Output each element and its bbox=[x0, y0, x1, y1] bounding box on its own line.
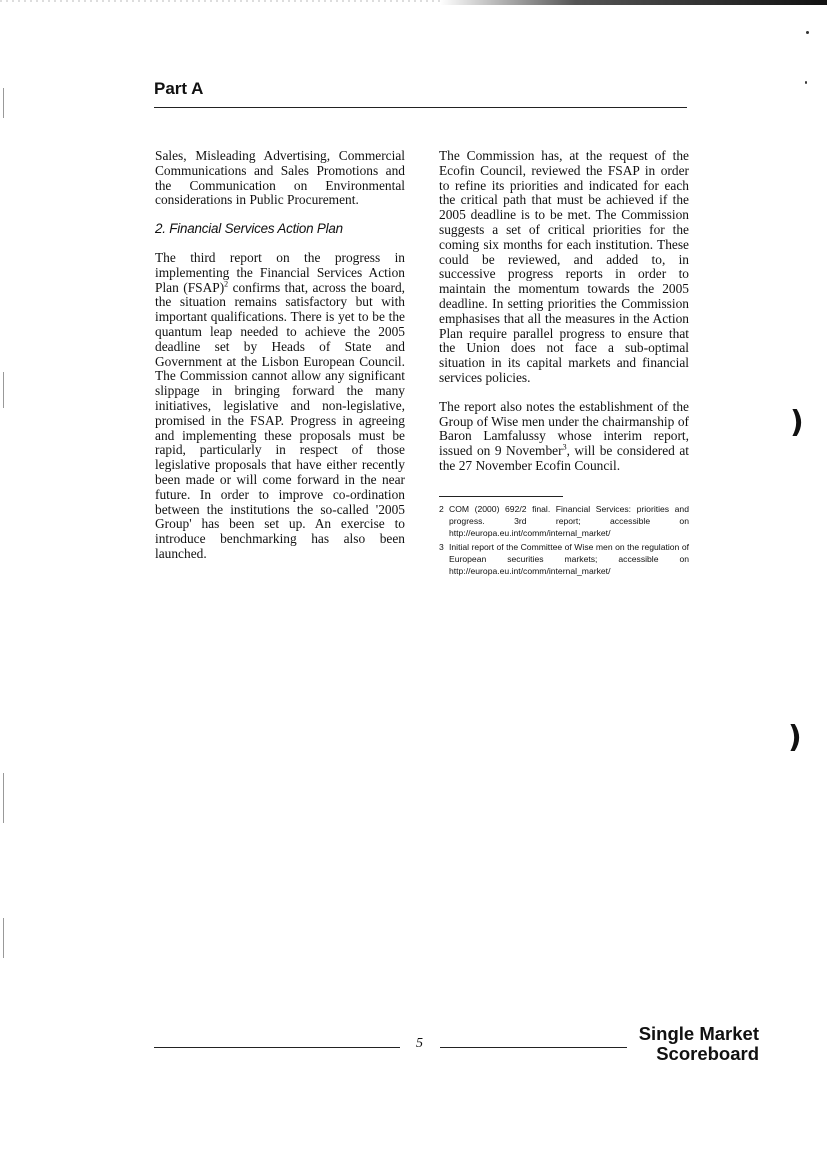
footnote-item bbox=[439, 541, 689, 577]
left-paragraph-2-text-b: confirms that, across the board, the situation remains satisfactory but with important qualifications. There is yet to be the quantum leap needed to achieve the 2005 deadline set by Heads of State and Government at the Lisbon European Council. The Commission cannot allow any significant slippage in bringing forward the many initiatives, legislative and non-legislative, promised in the FSAP. Progress in agreeing and implementing these proposals must be rapid, particularly in respect of those legislative proposals that have either recently been made or will come forward in the near future. In order to improve co-ordination between the institutions the so-called '2005 Group' has been set up. An exercise to introduce benchmarking has also been launched. bbox=[155, 279, 405, 561]
footnote-ref-3: 3 bbox=[562, 442, 567, 452]
binding-hole-mark: ) bbox=[788, 720, 802, 755]
right-paragraph-2 bbox=[439, 400, 689, 474]
footnote-mark: 3 bbox=[439, 541, 444, 552]
scan-edge-mark bbox=[3, 88, 4, 118]
brand-line-2: Scoreboard bbox=[656, 1043, 759, 1064]
header-rule bbox=[154, 107, 687, 108]
publication-brand bbox=[639, 1024, 759, 1064]
brand-line-1: Single Market bbox=[638, 1023, 759, 1044]
scan-dot bbox=[805, 81, 807, 84]
part-title: Part A bbox=[154, 79, 204, 98]
left-paragraph-1: Sales, Misleading Advertising, Commercial Communications and Sales Promotions and the Communication on Environmental considerations in Public Procurement. bbox=[155, 148, 405, 208]
scan-dot bbox=[806, 31, 809, 34]
page-number: 5 bbox=[416, 1036, 423, 1051]
right-column bbox=[439, 149, 689, 579]
footer-rule-left bbox=[154, 1047, 400, 1048]
binding-hole-mark: ) bbox=[790, 405, 804, 440]
right-paragraph-2-text-b: , will be considered at the 27 November Ecofin Council. bbox=[439, 443, 690, 473]
scan-edge-mark bbox=[3, 773, 4, 823]
footnote-ref-2: 2 bbox=[224, 279, 229, 289]
left-column bbox=[155, 149, 405, 576]
scan-artifact-top-right bbox=[440, 0, 827, 5]
footer-rule-right bbox=[440, 1047, 627, 1048]
footnote-rule bbox=[439, 496, 563, 497]
left-paragraph-2 bbox=[155, 251, 405, 562]
footnote-item bbox=[439, 503, 689, 539]
footnote-text: COM (2000) 692/2 final. Financial Services: priorities and progress. 3rd report; accessible on http://europa.eu.int/comm/internal_market/ bbox=[449, 503, 689, 538]
section-heading: 2. Financial Services Action Plan bbox=[155, 221, 343, 237]
scan-artifact-top-left bbox=[0, 0, 440, 2]
scan-edge-mark bbox=[3, 372, 4, 408]
scan-edge-mark bbox=[3, 918, 4, 958]
right-paragraph-1: The Commission has, at the request of the Ecofin Council, reviewed the FSAP in order to refine its priorities and indicated for each the critical path that must be achieved if the 2005 deadline is to be met. The Commission suggests a set of critical priorities for the coming six months for each institution. These could be reviewed, and added to, in successive progress reports in order to maintain the momentum towards the 2005 deadline. In setting priorities the Commission emphasises that all the measures in the Action Plan require parallel progress to ensure that the Union does not face a sub-optimal situation in its capital markets and financial services policies. bbox=[439, 148, 689, 385]
left-paragraph-2-text-a: The third report on the progress in implementing the Financial Services Action Plan (FSAP) bbox=[155, 249, 405, 295]
footnote-text: Initial report of the Committee of Wise men on the regulation of European securities markets; accessible on http://europa.eu.int/comm/internal_market/ bbox=[449, 541, 689, 576]
right-paragraph-2-text-a: The report also notes the establishment of the Group of Wise men under the chairmanship of Baron Lamfalussy whose interim report, issued on 9 November bbox=[439, 398, 689, 459]
footnote-mark: 2 bbox=[439, 503, 444, 514]
